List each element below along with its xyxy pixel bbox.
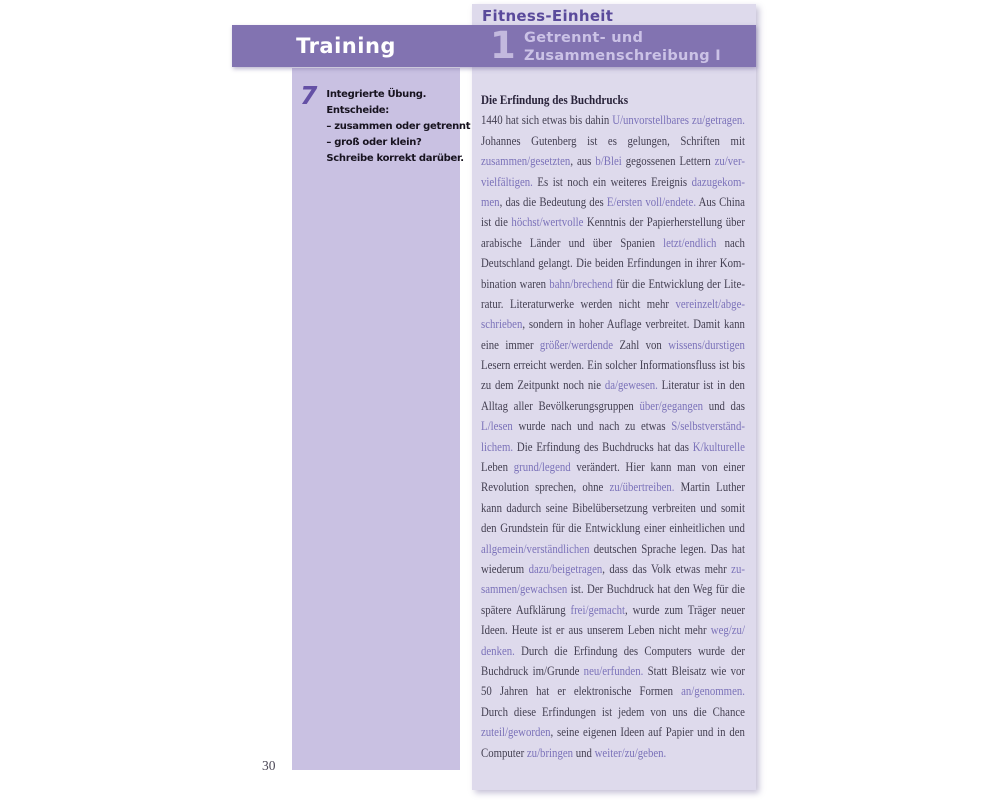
article-line	[481, 131, 745, 151]
article-line	[481, 437, 745, 457]
choice-word: vereinzelt/abge-	[675, 296, 745, 311]
exercise-number: 7	[300, 81, 318, 110]
text-segment: wiederum	[481, 562, 529, 576]
article-line	[481, 396, 745, 416]
text-segment: Ideen. Heute ist er aus unserem Leben nicht mehr	[481, 623, 711, 638]
instruction-line: Integrierte Übung.	[326, 89, 427, 100]
choice-word: zusammen/gesetzten	[481, 154, 571, 169]
text-segment: Martin Luther	[674, 480, 745, 495]
choice-word: b/Blei	[595, 154, 622, 169]
article-line	[481, 661, 745, 681]
text-segment: , das die Bedeutung des	[499, 194, 607, 209]
text-segment: Buchdruck im/Grunde	[481, 663, 584, 678]
article-line	[481, 559, 745, 579]
chapter-title-line2: Zusammenschreibung I	[524, 48, 721, 64]
article-line	[481, 416, 745, 436]
choice-word: denken.	[481, 643, 515, 658]
article-line	[481, 457, 745, 477]
article-line	[481, 539, 745, 559]
text-segment: Alltag aller Bevölkerungsgruppen	[481, 398, 640, 413]
choice-word: zu/bringen	[526, 745, 574, 760]
choice-word: U/unvorstellbares zu/getragen.	[612, 113, 745, 128]
choice-word: vielfältigen.	[481, 174, 533, 189]
text-segment: Literatur ist in den	[657, 378, 745, 393]
article-line	[481, 641, 745, 661]
text-segment: ist die	[481, 215, 512, 230]
article-line	[481, 314, 745, 334]
text-segment: verändert. Hier kann man von einer	[570, 460, 745, 475]
choice-word: frei/gemacht	[570, 602, 626, 617]
article-line	[481, 212, 745, 232]
choice-word: grund/legend	[513, 460, 571, 475]
article-line	[481, 681, 745, 701]
chapter-banner	[232, 25, 756, 67]
choice-word: schrieben	[481, 317, 523, 332]
text-segment: nach	[716, 235, 745, 250]
text-segment: Revolution sprechen, ohne	[481, 480, 610, 495]
exercise-block	[292, 68, 471, 167]
text-segment: Statt Bleisatz wie vor	[643, 663, 745, 678]
text-segment: gegossenen Lettern	[621, 154, 715, 169]
choice-word: L/lesen	[481, 419, 513, 434]
text-segment: ist. Der Buchdruck hat den Weg für die	[567, 582, 745, 597]
article-line	[481, 579, 745, 599]
choice-word: wissens/durstigen	[668, 337, 745, 352]
text-segment: spätere Aufklärung	[481, 602, 571, 617]
text-segment: , aus	[570, 154, 596, 169]
text-segment: , dass das Volk etwas mehr	[602, 562, 732, 576]
text-segment: deutschen Sprache legen. Das hat	[589, 541, 745, 556]
text-segment: Die Erfindung des Buchdrucks hat das	[513, 439, 693, 454]
text-segment: Lesern erreicht werden. Ein solcher Informationsfluss ist bis	[481, 358, 745, 373]
article-line	[481, 274, 745, 294]
text-segment: und das	[703, 398, 745, 413]
choice-word: zuteil/geworden	[481, 725, 551, 740]
text-segment: , seine eigenen Ideen auf Papier und in den	[550, 725, 745, 740]
choice-word: zu/ver-	[714, 154, 745, 169]
choice-word: zu/übertreiben.	[609, 480, 675, 495]
choice-word: men	[481, 194, 500, 209]
instruction-line: Schreibe korrekt darüber.	[326, 153, 464, 164]
article-line	[481, 702, 745, 722]
choice-word: höchst/wertvolle	[511, 215, 584, 230]
choice-word: allgemein/verständlichen	[481, 541, 590, 556]
article-line	[481, 172, 745, 192]
text-segment: und	[573, 745, 595, 760]
text-segment: wurde nach und nach zu etwas	[512, 419, 672, 434]
article-line	[481, 375, 745, 395]
article-line	[481, 110, 745, 130]
instruction-line: – groß oder klein?	[326, 137, 422, 148]
chapter-title	[524, 29, 721, 65]
text-segment: eine immer	[481, 337, 540, 352]
instruction-line: – zusammen oder getrennt	[326, 121, 471, 132]
choice-word: bahn/brechend	[549, 276, 613, 291]
text-segment: den Grundstein für die Entwicklung einer einheitlichen und	[481, 521, 745, 536]
article-line	[481, 722, 745, 742]
article-line	[481, 477, 745, 497]
choice-word: E/ersten voll/endete.	[606, 194, 697, 209]
choice-word: K/kulturelle	[692, 439, 745, 454]
text-segment: , wurde zum Träger neuer	[625, 602, 745, 617]
text-segment: , sondern in hoher Auflage verbreitet. Damit kann	[522, 317, 745, 332]
text-segment: zu dem Zeitpunkt noch nie	[481, 378, 605, 393]
choice-word: zu-	[731, 562, 745, 576]
choice-word: letzt/endlich	[663, 235, 717, 250]
text-segment: Computer	[481, 745, 527, 760]
article-line	[481, 233, 745, 253]
text-segment: Deutschland gelangt. Die beiden Erfindungen in ihrer Kom-	[481, 256, 745, 271]
text-segment: Aus China	[696, 194, 745, 209]
article-line	[481, 253, 745, 273]
text-segment: bination waren	[481, 276, 550, 291]
article-line	[481, 151, 745, 171]
text-segment: Johannes Gutenberg ist es gelungen, Schriften mit	[481, 133, 745, 148]
article	[481, 90, 745, 763]
text-segment: 1440 hat sich etwas bis dahin	[481, 113, 613, 128]
choice-word: an/genommen.	[681, 684, 745, 699]
text-segment: kann dadurch seine Bibelübersetzung verbreiten und somit	[481, 500, 745, 515]
text-segment: arabische Länder und über Spanien	[481, 235, 664, 250]
article-body	[481, 110, 745, 763]
unit-label: Fitness-Einheit	[482, 7, 614, 25]
text-segment: Zahl von	[613, 337, 669, 352]
exercise-instructions	[326, 83, 470, 167]
chapter-number: 1	[490, 24, 516, 67]
article-title: Die Erfindung des Buchdrucks	[481, 92, 629, 107]
article-line	[481, 600, 745, 620]
article-line	[481, 355, 745, 375]
text-segment: ratur. Literaturwerke werden nicht mehr	[481, 296, 676, 311]
text-segment: Kenntnis der Papierherstellung über	[583, 215, 745, 230]
choice-word: größer/werdende	[539, 337, 614, 352]
text-segment: Durch diese Erfindungen ist jedem von uns die Chance	[481, 704, 745, 719]
article-line	[481, 335, 745, 355]
choice-word: lichem.	[481, 439, 514, 454]
text-segment: Durch die Erfindung des Computers wurde der	[514, 643, 745, 658]
banner-training-label: Training	[296, 34, 396, 58]
text-segment: für die Entwicklung der Lite-	[612, 276, 745, 291]
chapter-title-line1: Getrennt- und	[524, 30, 644, 46]
choice-word: weg/zu/	[710, 623, 745, 638]
choice-word: S/selbstverständ-	[671, 419, 745, 434]
text-segment: Es ist noch ein weiteres Ereignis	[532, 174, 692, 189]
choice-word: neu/erfunden.	[583, 663, 644, 678]
article-line	[481, 192, 745, 212]
choice-word: sammen/gewachsen	[481, 582, 568, 597]
text-segment: 50 Jahren hat er elektronische Formen	[481, 684, 682, 699]
page-number: 30	[262, 758, 276, 773]
article-line	[481, 294, 745, 314]
article-line	[481, 620, 745, 640]
choice-word: dazu/beigetragen	[528, 562, 603, 576]
text-segment: Leben	[481, 460, 514, 475]
article-line	[481, 518, 745, 538]
choice-word: über/gegangen	[639, 398, 704, 413]
choice-word: weiter/zu/geben.	[594, 745, 667, 760]
choice-word: dazugekom-	[691, 174, 745, 189]
choice-word: da/gewesen.	[604, 378, 658, 393]
exercise-sidebar	[292, 68, 471, 770]
article-line	[481, 743, 745, 763]
article-line	[481, 498, 745, 518]
instruction-line: Entscheide:	[326, 105, 389, 116]
